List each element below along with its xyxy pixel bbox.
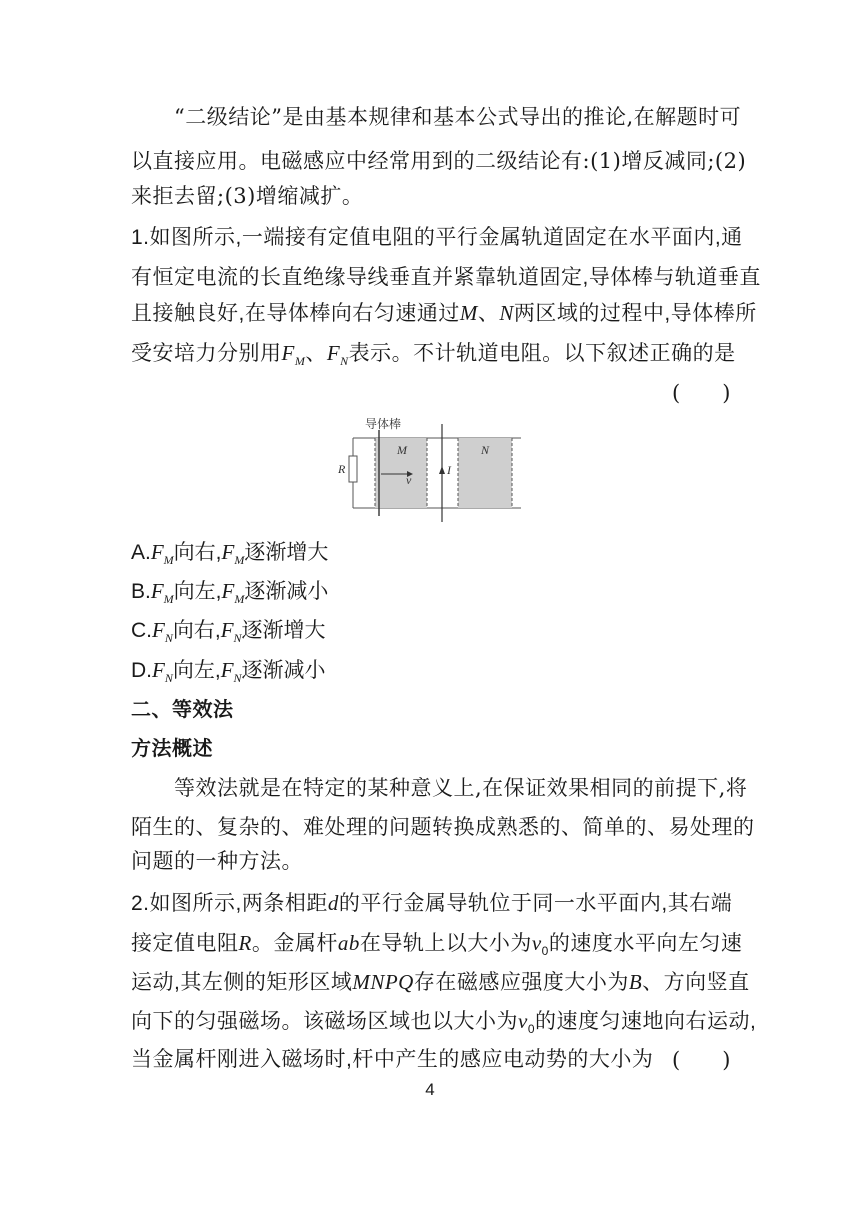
question-1-line: [131, 298, 757, 329]
question-1-line: [131, 338, 736, 376]
text: 逐渐增大: [241, 619, 326, 642]
answer-paren: ( ): [672, 1048, 731, 1072]
var-v: v: [518, 1009, 528, 1033]
var-ab: ab: [337, 931, 360, 955]
sub: M: [163, 553, 174, 568]
text: 接定值电阻: [131, 932, 239, 955]
rod-label: 导体棒: [365, 417, 402, 431]
var-b: B: [628, 970, 643, 994]
region-n-label: N: [481, 443, 490, 457]
paragraph-line: 以直接应用。电磁感应中经常用到的二级结论有:(1)增反减同;(2): [131, 149, 747, 173]
var-f: F: [221, 540, 235, 564]
option-b: [131, 576, 328, 614]
option-letter: C.: [131, 619, 152, 642]
text: 的速度水平向左匀速: [548, 932, 743, 955]
paragraph-line: “二级结论”是由基本规律和基本公式导出的推论,在解题时可: [174, 105, 742, 129]
section-title: 二、等效法: [131, 697, 234, 721]
sub: N: [164, 631, 173, 646]
question-2-line: [131, 967, 750, 998]
paragraph-line: 陌生的、复杂的、难处理的问题转换成熟悉的、简单的、易处理的: [131, 815, 755, 839]
var-f: F: [150, 579, 164, 603]
page-number: 4: [425, 1080, 435, 1099]
var-f: F: [152, 658, 165, 682]
resistor-label: R: [338, 462, 346, 476]
var-f: F: [281, 341, 295, 365]
current-label: I: [447, 463, 451, 477]
sub: N: [233, 671, 242, 686]
text: 在导轨上以大小为: [359, 932, 532, 955]
text: 2.如图所示,两条相距: [131, 892, 328, 915]
option-c: [131, 615, 326, 653]
text: 、: [305, 342, 327, 365]
text: 向右,: [172, 619, 221, 642]
text: 的速度匀速地向右运动,: [535, 1010, 757, 1033]
answer-paren: ( ): [672, 381, 731, 405]
question-2-line: [131, 928, 743, 966]
option-letter: A.: [131, 541, 151, 564]
text: 、方向竖直: [642, 971, 750, 994]
question-1-line: 1.如图所示,一端接有定值电阻的平行金属轨道固定在水平面内,通: [131, 226, 743, 249]
paragraph-line: 问题的一种方法。: [131, 849, 303, 873]
paragraph-line: 等效法就是在特定的某种意义上,在保证效果相同的前提下,将: [174, 776, 748, 800]
text: 受安培力分别用: [131, 342, 282, 365]
text: 逐渐减小: [241, 659, 326, 682]
sub: N: [233, 631, 242, 646]
option-letter: D.: [131, 659, 152, 682]
sub: M: [234, 553, 245, 568]
var-n: N: [499, 301, 514, 325]
text: 的平行金属导轨位于同一水平面内,其右端: [338, 892, 733, 915]
text: 逐渐减小: [244, 580, 329, 603]
resistor-symbol: [349, 456, 357, 482]
option-d: [131, 655, 326, 693]
region-m-label: M: [397, 443, 407, 457]
var-mnpq: MNPQ: [352, 970, 414, 994]
var-v: v: [531, 931, 542, 955]
text: 向左,: [172, 659, 221, 682]
sub: N: [164, 671, 173, 686]
var-f: F: [220, 658, 234, 682]
text: 向右,: [173, 541, 222, 564]
text: 、: [477, 302, 500, 325]
text: 。金属杆: [251, 932, 338, 955]
sub: M: [163, 592, 174, 607]
text: 逐渐增大: [244, 541, 329, 564]
text: 存在磁感应强度大小为: [413, 971, 629, 994]
text: 两区域的过程中,导体棒所: [513, 302, 757, 325]
text: 且接触良好,在导体棒向右匀速通过: [131, 302, 460, 325]
option-letter: B.: [131, 580, 151, 603]
sub-0: 0: [527, 1022, 536, 1037]
sub-n: N: [340, 354, 349, 369]
sub: M: [234, 592, 245, 607]
sub-m: M: [294, 354, 306, 369]
text: 表示。不计轨道电阻。以下叙述正确的是: [348, 342, 736, 365]
question-2-line: [131, 1006, 757, 1044]
var-f: F: [152, 618, 165, 642]
var-f: F: [221, 579, 235, 603]
var-f: F: [150, 540, 164, 564]
figure-drawing: [349, 424, 521, 522]
var-m: M: [459, 301, 478, 325]
section-subtitle: 方法概述: [131, 736, 213, 760]
text: 向下的匀强磁场。该磁场区域也以大小为: [131, 1010, 518, 1033]
var-f: F: [220, 618, 234, 642]
question-2-line: [131, 888, 731, 919]
var-f: F: [326, 341, 341, 365]
question-2-line: 当金属杆刚进入磁场时,杆中产生的感应电动势的大小为: [131, 1048, 654, 1071]
velocity-label: v: [406, 473, 412, 487]
var-d: d: [327, 891, 339, 915]
sub-0: 0: [541, 944, 549, 959]
var-r: R: [238, 931, 252, 955]
paragraph-line: 来拒去留;(3)增缩减扩。: [131, 184, 364, 208]
question-1-line: 有恒定电流的长直绝缘导线垂直并紧靠轨道固定,导体棒与轨道垂直: [131, 266, 761, 289]
circuit-figure: [335, 414, 525, 526]
text: 运动,其左侧的矩形区域: [131, 971, 353, 994]
option-a: [131, 537, 328, 575]
text: 向左,: [173, 580, 222, 603]
